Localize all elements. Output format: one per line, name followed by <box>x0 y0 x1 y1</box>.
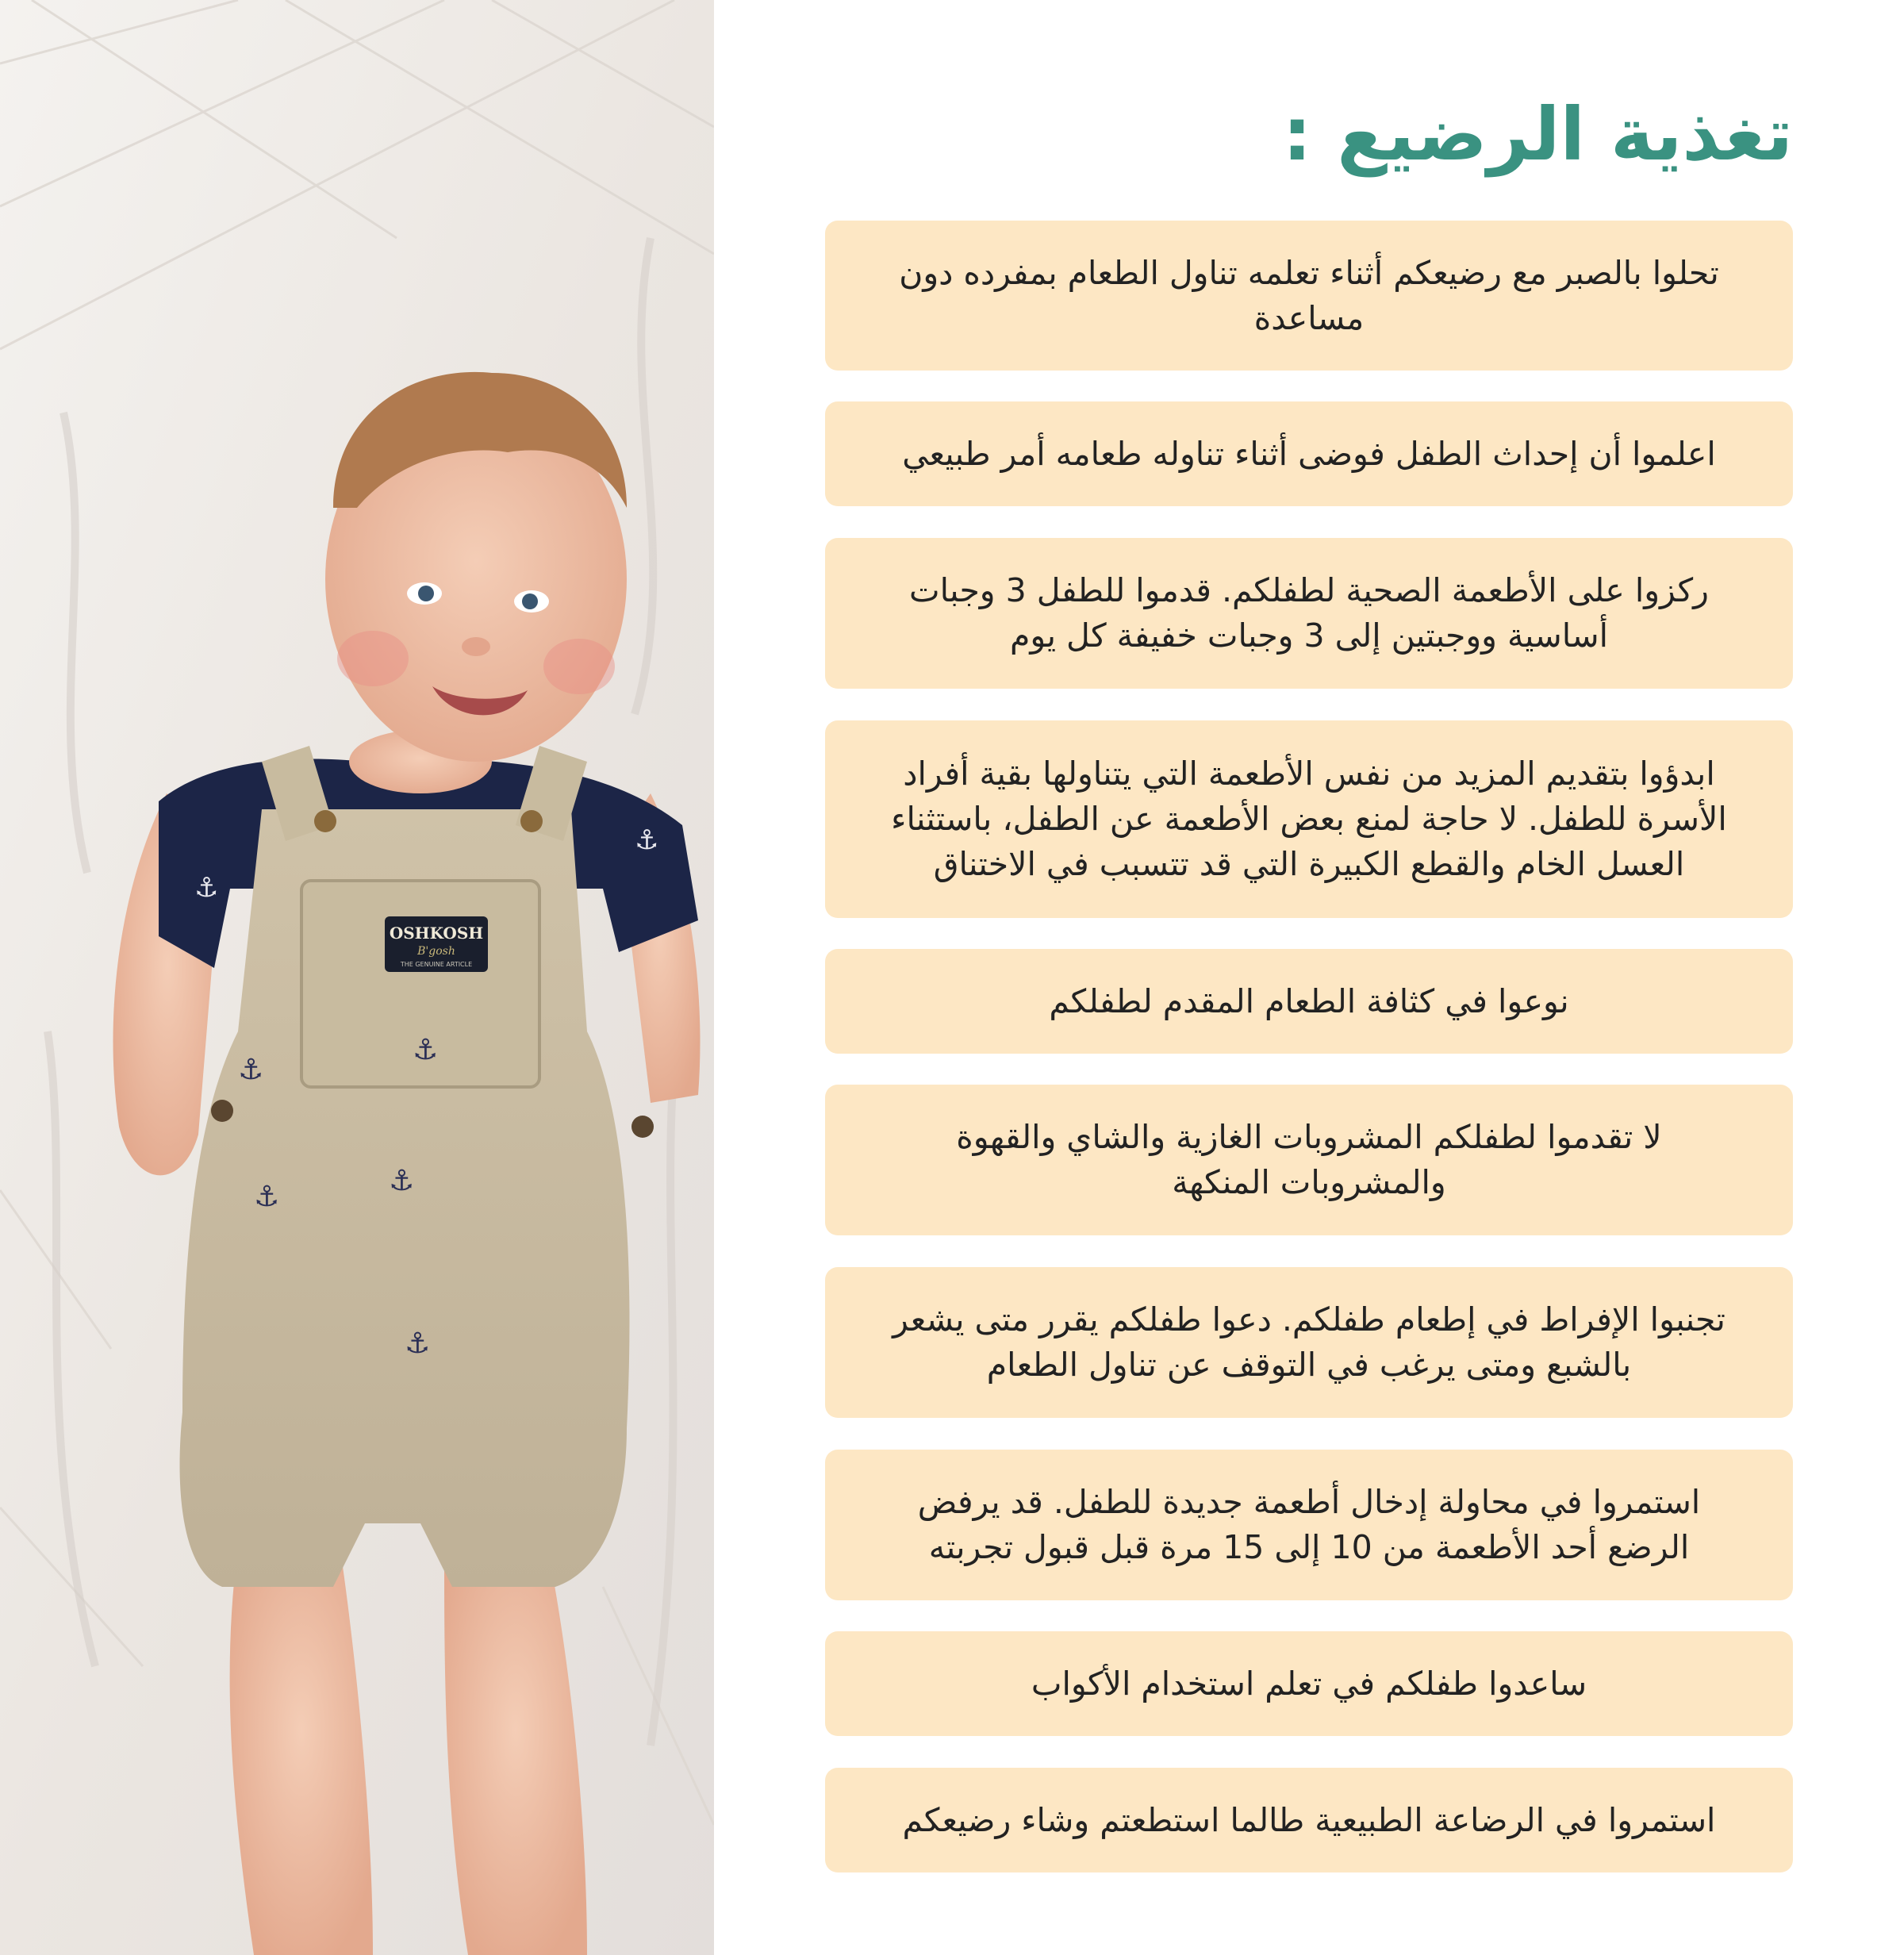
tip-card <box>825 538 1793 689</box>
page-title: تغذية الرضيع : <box>1282 92 1793 177</box>
tip-text: نوعوا في كثافة الطعام المقدم لطفلكم <box>1049 981 1569 1020</box>
tip-text: ركزوا على الأطعمة الصحية لطفلكم. قدموا للطفل 3 وجبات أساسية ووجبتين إلى 3 وجبات خفيفة كل يوم <box>909 571 1709 655</box>
label-sub: B'gosh <box>417 945 455 958</box>
tip-text: استمروا في الرضاعة الطبيعية طالما استطعتم وشاء رضيعكم <box>902 1800 1716 1839</box>
label-tag: THE GENUINE ARTICLE <box>400 961 473 968</box>
tip-card <box>825 1450 1793 1600</box>
tip-card <box>825 1267 1793 1418</box>
svg-text:⚓: ⚓ <box>405 1327 431 1360</box>
tip-card <box>825 1631 1793 1736</box>
tip-card <box>825 720 1793 918</box>
label-brand: OSHKOSH <box>389 924 484 943</box>
baby-photo <box>0 0 714 1955</box>
tip-card <box>825 221 1793 371</box>
tip-text: تحلوا بالصبر مع رضيعكم أثناء تعلمه تناول الطعام بمفرده دون مساعدة <box>899 253 1719 337</box>
svg-text:⚓: ⚓ <box>389 1165 415 1197</box>
svg-text:⚓: ⚓ <box>254 1181 280 1213</box>
nutrition-tips-panel <box>825 0 1793 1955</box>
tip-text: استمروا في محاولة إدخال أطعمة جديدة للطفل. قد يرفض الرضع أحد الأطعمة من 10 إلى 15 مرة قبل قبول تجربته <box>917 1483 1701 1566</box>
tip-text: اعلموا أن إحداث الطفل فوضى أثناء تناوله طعامه أمر طبيعي <box>902 434 1716 473</box>
tip-text: ساعدوا طفلكم في تعلم استخدام الأكواب <box>1031 1664 1587 1703</box>
svg-text:⚓: ⚓ <box>194 872 219 904</box>
tip-text: تجنبوا الإفراط في إطعام طفلكم. دعوا طفلكم يقرر متى يشعر بالشبع ومتى يرغب في التوقف عن تناول الطعام <box>892 1300 1726 1384</box>
svg-text:⚓: ⚓ <box>238 1054 264 1086</box>
tip-card <box>825 401 1793 506</box>
svg-text:⚓: ⚓ <box>635 824 659 856</box>
tip-text: لا تقدموا لطفلكم المشروبات الغازية والشاي والقهوة والمشروبات المنكهة <box>956 1118 1662 1201</box>
tip-card <box>825 1085 1793 1235</box>
tip-card <box>825 949 1793 1054</box>
svg-text:⚓: ⚓ <box>413 1034 439 1066</box>
tip-text: ابدؤوا بتقديم المزيد من نفس الأطعمة التي يتناولها بقية أفراد الأسرة للطفل. لا حاجة لمنع بعض الأطعمة عن الطفل، باستثناء العسل الخام والقطع الكبيرة التي قد تتسبب في الاختناق <box>891 755 1727 883</box>
tip-card <box>825 1768 1793 1872</box>
